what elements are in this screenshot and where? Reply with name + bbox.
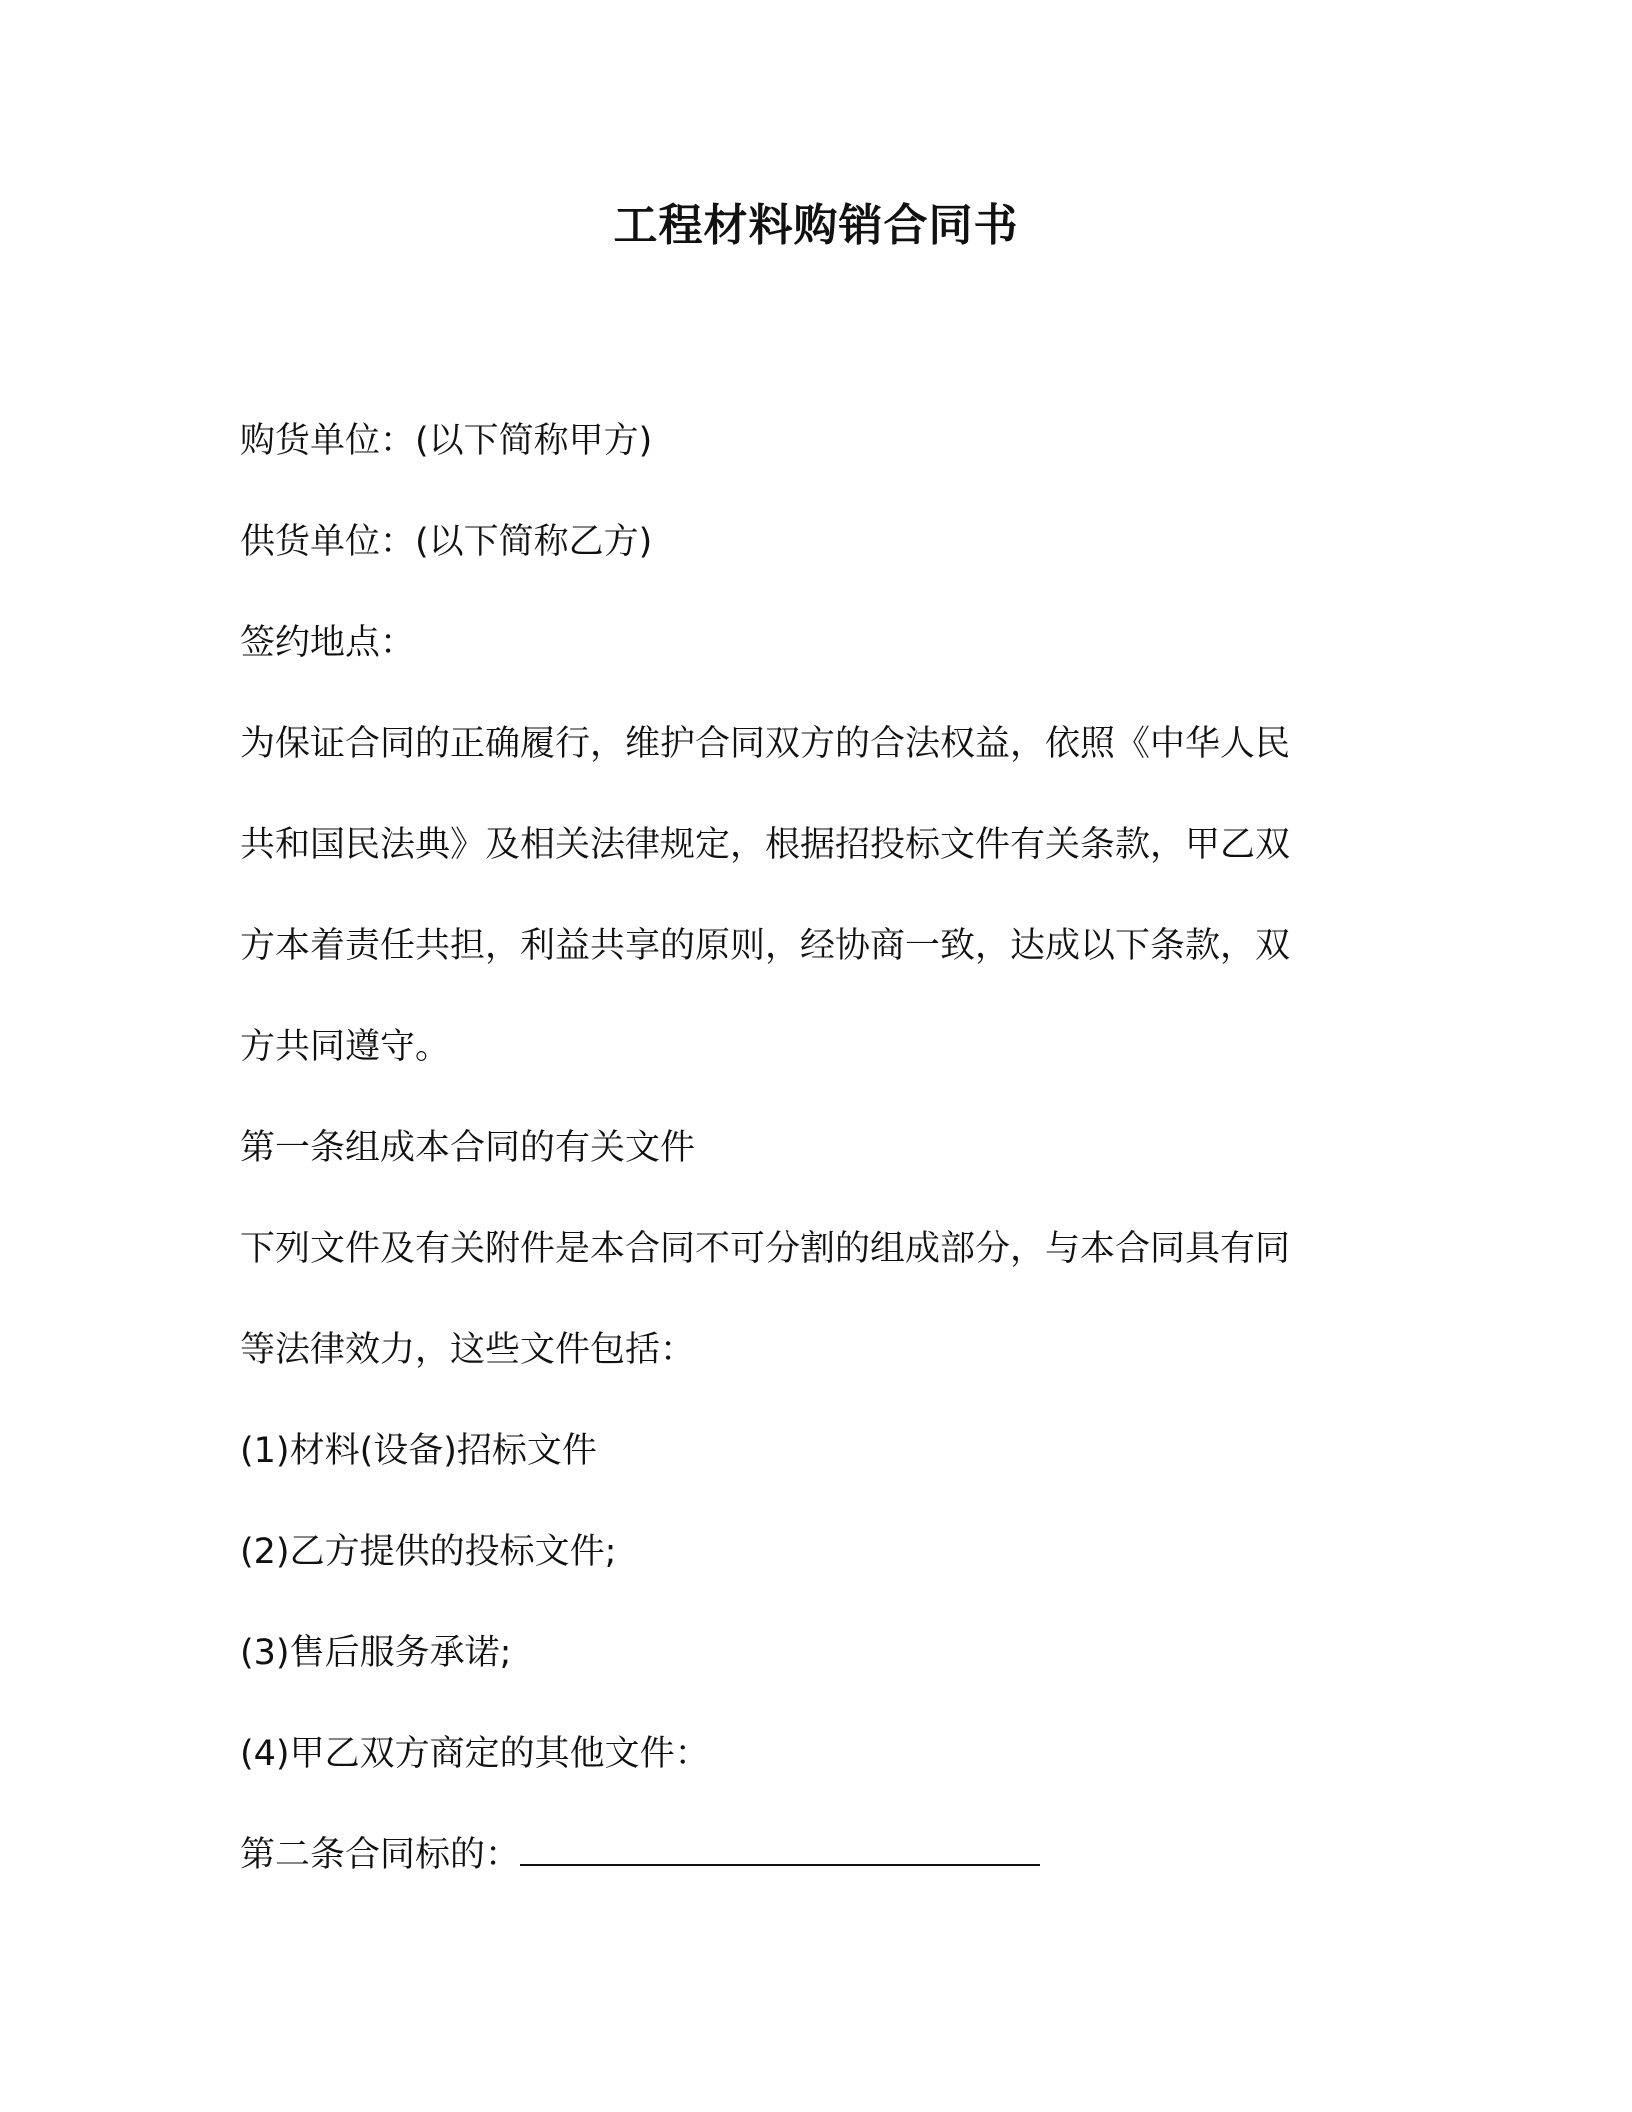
article-1-line: 等法律效力，这些文件包括： <box>240 1330 696 1370</box>
document-title: 工程材料购销合同书 <box>613 200 1019 251</box>
sign-place-line: 签约地点： <box>240 623 416 663</box>
intro-line: 为保证合同的正确履行，维护合同双方的合法权益，依照《中华人民 <box>240 724 1291 764</box>
article-1-line: 下列文件及有关附件是本合同不可分割的组成部分，与本合同具有同 <box>240 1229 1291 1269</box>
supplier-line: 供货单位：(以下简称乙方) <box>240 522 653 562</box>
intro-line: 方本着责任共担，利益共享的原则，经协商一致，达成以下条款，双 <box>240 926 1291 966</box>
intro-line: 方共同遵守。 <box>240 1027 451 1067</box>
list-item: (1)材料(设备)招标文件 <box>240 1431 597 1471</box>
article-1-title: 第一条组成本合同的有关文件 <box>240 1128 696 1168</box>
list-item: (3)售后服务承诺; <box>240 1633 512 1673</box>
buyer-line: 购货单位：(以下简称甲方) <box>240 421 653 461</box>
document-body <box>240 418 1350 1933</box>
article-2-line <box>240 1832 1350 1878</box>
intro-line: 共和国民法典》及相关法律规定，根据招投标文件有关条款，甲乙双 <box>240 825 1291 865</box>
list-item: (2)乙方提供的投标文件; <box>240 1532 617 1572</box>
fill-in-blank <box>520 1832 1040 1866</box>
list-item: (4)甲乙双方商定的其他文件： <box>240 1734 710 1774</box>
article-2-label: 第二条合同标的： <box>240 1835 521 1875</box>
